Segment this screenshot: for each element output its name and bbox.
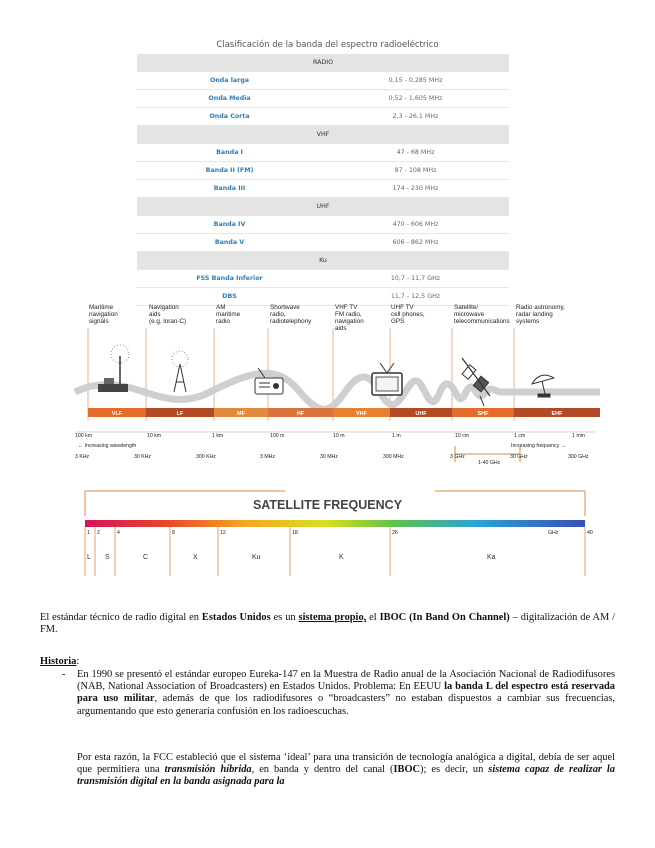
frequency-tick: 300 KHz [196, 454, 216, 460]
rainbow-bar [85, 520, 585, 527]
band-label: MF [237, 411, 245, 417]
band-label: VHF [356, 411, 367, 417]
band-name: Onda larga [209, 77, 250, 84]
text-run: , en banda y dentro del canal ( [251, 764, 394, 776]
tv-icon [372, 363, 402, 395]
satellite-frequency-graphic [0, 466, 655, 581]
band-name: Banda IV [213, 221, 246, 228]
table-category-row: RADIO [137, 54, 509, 72]
table-row [137, 216, 509, 234]
text-run: El estándar técnico de radio digital en [40, 612, 202, 623]
use-label-shortwave: Shortwave radio, radiotelephony [270, 304, 312, 325]
text-run: es un [270, 612, 299, 623]
band-name: Onda Media [208, 95, 251, 102]
wavelength-tick: 1 cm [514, 433, 526, 439]
band-range: 606 - 862 MHz [392, 239, 439, 246]
wavelength-tick: 10 m [333, 433, 345, 439]
band-range: 47 - 68 MHz [396, 149, 435, 156]
table-row [137, 144, 509, 162]
table-category-row: Ku [137, 252, 509, 270]
table-row [137, 90, 509, 108]
ship-icon [98, 345, 129, 392]
table-row [137, 162, 509, 180]
text-run: En 1990 se presentó el estándar europeo Eureka-147 en la Muestra de Radio anual de la Asociación Nacional de Radiodifusores (NAB, National Association of Broadcasters) en Estados Unidos. Problema: En EEUU [77, 669, 615, 693]
band-name: Banda I [216, 149, 243, 156]
text-bold-underline: sistema propio, [298, 612, 367, 623]
band-name: Banda III [213, 185, 246, 192]
text-run: – digitalización de AM / FM. [40, 612, 616, 636]
band-range: 0,52 - 1,605 MHz [388, 95, 443, 102]
use-label-satellite: Satellite/ microwave telecommunications [454, 304, 510, 325]
frequency-tick: 300 MHz [383, 454, 404, 460]
satellite-tick: 1 [87, 530, 90, 536]
use-label-uhf: UHF TV cell phones, GPS [391, 304, 425, 325]
wavelength-tick: 1 mm [572, 433, 585, 439]
satellite-tick: 40 [587, 530, 593, 536]
text-run: el [366, 612, 380, 623]
wave-path [75, 373, 600, 409]
text-bold: la banda L del espectro está reservada para uso militar [77, 681, 615, 705]
table-row [137, 270, 509, 288]
frequency-tick: 300 GHz [568, 454, 589, 460]
historia-label: Historia [40, 656, 77, 667]
text-bold: IBOC [393, 764, 421, 776]
band-range: 87 - 108 MHz [394, 167, 437, 174]
table-title: Clasificación de la banda del espectro radioeléctrico [216, 40, 439, 50]
band-label: LF [176, 411, 184, 417]
heading-historia: Historia: [40, 656, 80, 667]
text-bold: Estados Unidos [201, 612, 271, 623]
text-bold-italic: sistema capaz de realizar la transmisión digital en la banda asignada para la [77, 764, 615, 788]
table-row [137, 108, 509, 126]
band-label: SHF [477, 411, 489, 417]
satellite-band-letter: C [143, 554, 149, 561]
frequency-tick: 3 GHz [450, 454, 465, 460]
text-run: Por esta razón, la FCC estableció que el sistema ‘ideal’ para una transición de tecnología analógica a digital, debía de ser aquel que permitiera una [77, 752, 615, 776]
bullet-dash: - [62, 669, 66, 680]
paragraph-standard [40, 612, 615, 636]
band-name: Banda V [214, 239, 245, 246]
satellite-band-letter: K [339, 554, 344, 561]
frequency-tick: 3 KHz [75, 454, 90, 460]
band-range: 0,15 - 0,285 MHz [388, 77, 443, 84]
frequency-table [137, 54, 509, 306]
satellite-tick: 26 [392, 530, 398, 536]
paragraph-fcc [77, 752, 615, 789]
frequency-tick: 30 GHz [510, 454, 528, 460]
satellite-tick: 4 [117, 530, 120, 536]
electromagnetic-spectrum-diagram [0, 296, 655, 466]
wavelength-tick: 10 km [147, 433, 162, 439]
paragraph-history [77, 669, 615, 718]
use-label-maritime: Maritime navigation signals [89, 304, 118, 325]
band-name: FSS Banda Inferior [196, 275, 263, 282]
satellite-frequency-diagram [0, 466, 655, 581]
wavelength-tick: 100 m [270, 433, 285, 439]
wavelength-tick: 1 m [392, 433, 401, 439]
satellite-band-letter: S [105, 554, 110, 561]
frequency-tick: 3 MHz [260, 454, 275, 460]
frequency-band-bar [88, 408, 600, 417]
text-run: ); es decir, un [420, 764, 489, 776]
wavelength-tick: 100 km [75, 433, 93, 439]
text-run: , además de que los radiodifusores o “broadcasters” no estaban dispuestos a cambiar sus frecuencias, argumentando que esto generaría confusión en los radioescuchas. [77, 693, 615, 717]
satellite-title: SATELLITE FREQUENCY [252, 498, 403, 512]
use-label-vhf: VHF TV FM radio, navigation aids [335, 304, 364, 332]
use-label-navigation: Navigation aids (e.g. loran-C) [149, 304, 187, 325]
satellite-tick: 18 [292, 530, 298, 536]
wavelength-tick: 1 km [212, 433, 224, 439]
satellite-band-letter: Ku [252, 554, 261, 561]
satellite-band-letter: X [193, 554, 198, 561]
band-label: EHF [551, 411, 563, 417]
band-range: 10,7 - 11,7 GHz [390, 275, 441, 282]
band-label: HF [296, 411, 305, 417]
satellite-tick: 12 [220, 530, 226, 536]
satellite-tick: 2 [97, 530, 100, 536]
wavelength-tick: 10 cm [455, 433, 470, 439]
text-bold: IBOC (In Band On Channel) [379, 612, 510, 623]
satellite-band-letter: Ka [487, 554, 496, 561]
text-bold-italic: transmisión híbrida [164, 764, 252, 776]
ghz-unit: GHz [548, 530, 559, 536]
table-row [137, 180, 509, 198]
satellite-icon [462, 358, 490, 406]
band-range: 11,7 - 12,5 GHz [390, 293, 441, 300]
table-category-row: UHF [137, 198, 509, 216]
use-label-am: AM maritime radio [216, 304, 241, 325]
satellite-tick: 8 [172, 530, 175, 536]
band-name: DBS [222, 293, 237, 300]
band-range: 2,3 - 26,1 MHz [392, 113, 439, 120]
frequency-tick: 30 KHz [134, 454, 152, 460]
frequency-tick: 30 MHz [320, 454, 338, 460]
band-label: UHF [415, 411, 427, 417]
satellite-band-letter: L [87, 554, 91, 561]
wavelength-note: ← Increasing wavelength [78, 443, 137, 449]
band-range: 174 - 230 MHz [392, 185, 439, 192]
tower-icon [172, 351, 188, 392]
table-category-row: VHF [137, 126, 509, 144]
band-label: VLF [111, 411, 123, 417]
table-row [137, 72, 509, 90]
use-label-radio-astronomy: Radio astronomy, radar landing systems [516, 304, 565, 325]
frequency-note: Increasing frequency → [511, 443, 566, 449]
sat-range-label: 1-40 GHz [478, 460, 501, 466]
table-row [137, 234, 509, 252]
band-name: Banda II (FM) [205, 167, 254, 174]
band-range: 470 - 606 MHz [392, 221, 439, 228]
band-name: Onda Corta [209, 113, 250, 120]
